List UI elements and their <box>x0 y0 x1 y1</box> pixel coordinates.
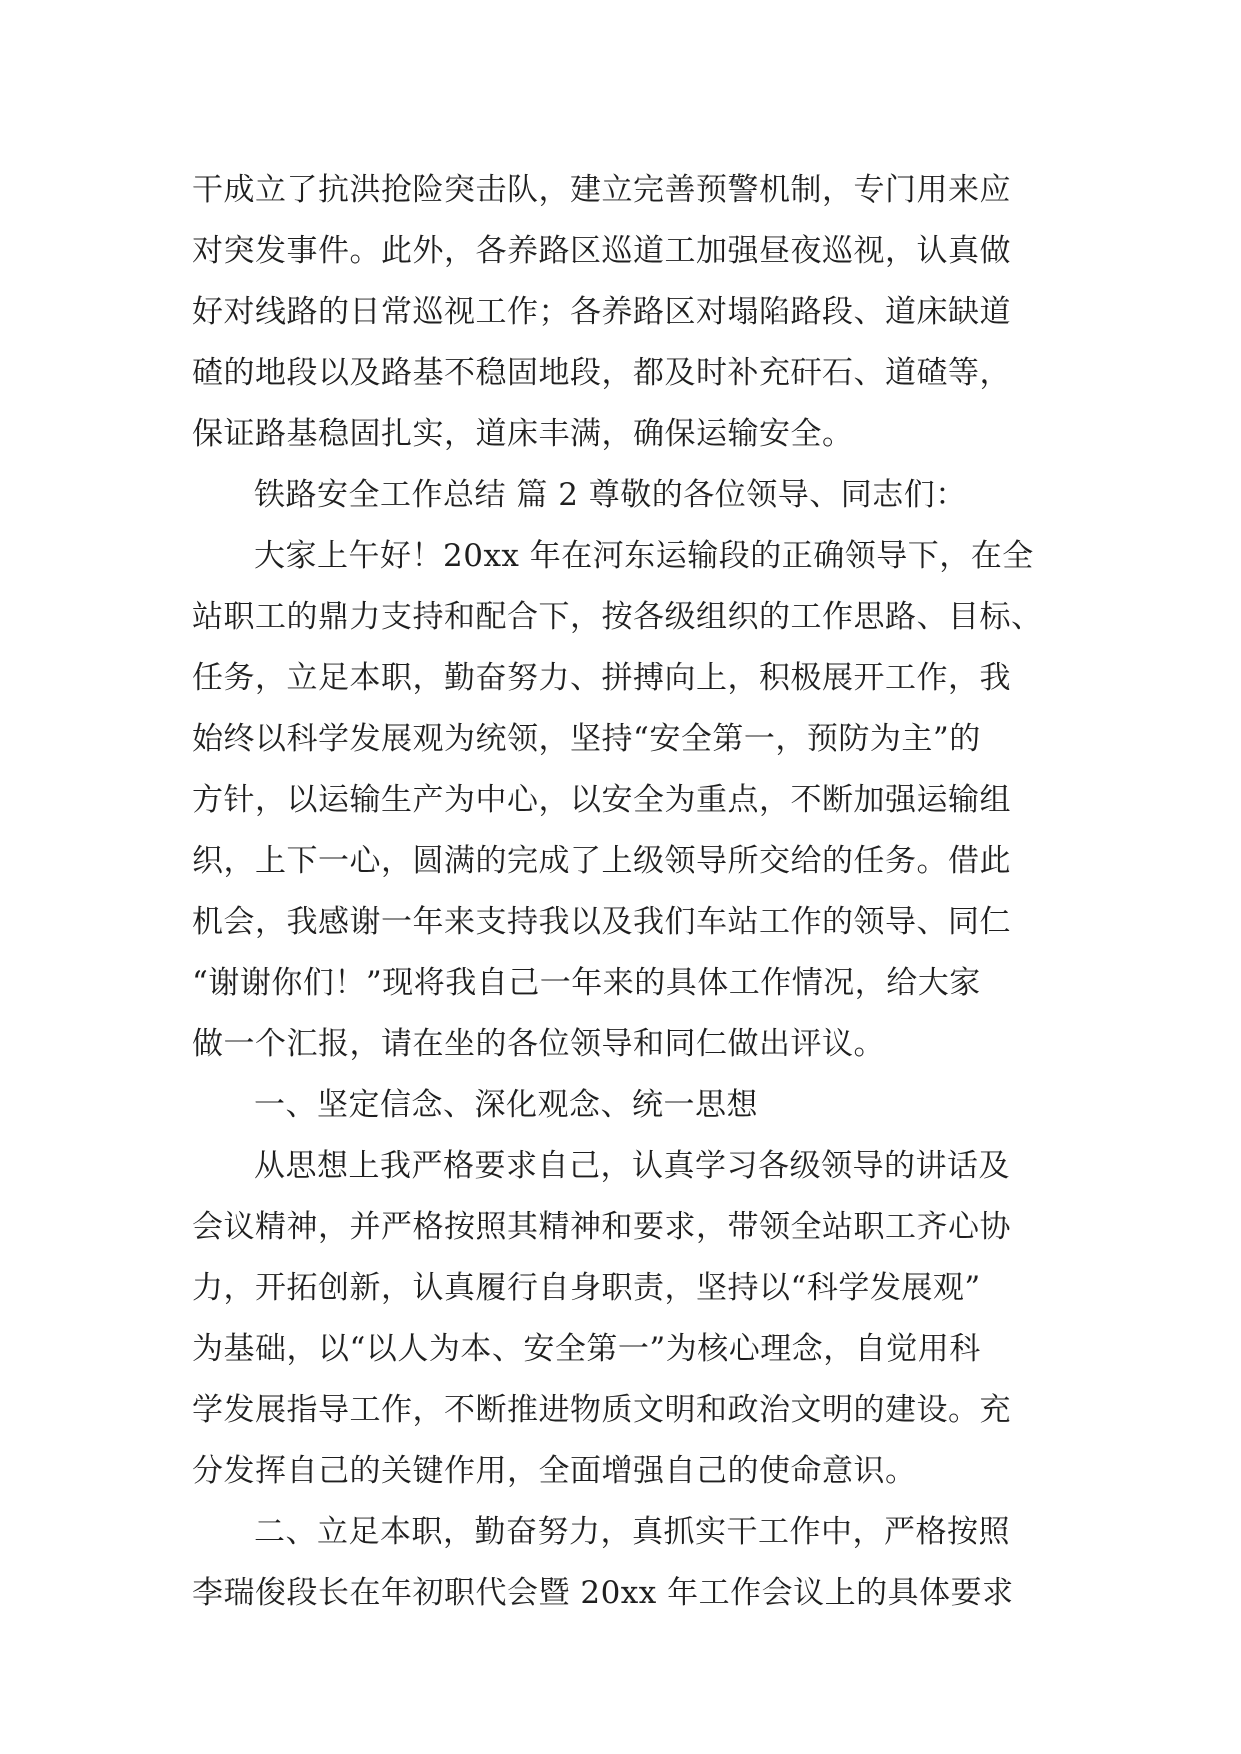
text-line: 碴的地段以及路基不稳固地段，都及时补充矸石、道碴等， <box>192 355 1011 391</box>
text-line: 李瑞俊段长在年初职代会暨 20xx 年工作会议上的具体要求 <box>192 1575 1014 1611</box>
text-line: 会议精神，并严格按照其精神和要求，带领全站职工齐心协 <box>192 1209 1011 1245</box>
text-line: “谢谢你们！”现将我自己一年来的具体工作情况，给大家 <box>192 965 981 1001</box>
text-line: 大家上午好！20xx 年在河东运输段的正确领导下，在全 <box>254 538 1034 574</box>
section-heading: 一、坚定信念、深化观念、统一思想 <box>254 1087 758 1123</box>
text-line: 方针，以运输生产为中心，以安全为重点，不断加强运输组 <box>192 782 1011 818</box>
text-line: 力，开拓创新，认真履行自身职责，坚持以“科学发展观” <box>192 1270 981 1306</box>
text-line: 做一个汇报，请在坐的各位领导和同仁做出评议。 <box>192 1026 885 1062</box>
section-heading: 铁路安全工作总结 篇 2 尊敬的各位领导、同志们： <box>254 477 967 513</box>
text-line: 站职工的鼎力支持和配合下，按各级组织的工作思路、目标、 <box>192 599 1043 635</box>
text-line: 从思想上我严格要求自己，认真学习各级领导的讲话及 <box>254 1148 1010 1184</box>
text-line: 分发挥自己的关键作用，全面增强自己的使命意识。 <box>192 1453 917 1489</box>
text-line: 干成立了抗洪抢险突击队，建立完善预警机制，专门用来应 <box>192 172 1011 208</box>
text-line: 保证路基稳固扎实，道床丰满，确保运输安全。 <box>192 416 854 452</box>
text-line: 始终以科学发展观为统领，坚持“安全第一，预防为主”的 <box>192 721 981 757</box>
section-heading: 二、立足本职，勤奋努力，真抓实干工作中，严格按照 <box>254 1514 1010 1550</box>
text-line: 织，上下一心，圆满的完成了上级领导所交给的任务。借此 <box>192 843 1011 879</box>
text-line: 任务，立足本职，勤奋努力、拼搏向上，积极展开工作，我 <box>192 660 1011 696</box>
text-line: 为基础，以“以人为本、安全第一”为核心理念，自觉用科 <box>192 1331 981 1367</box>
document-body <box>192 160 1082 1624</box>
text-line: 对突发事件。此外，各养路区巡道工加强昼夜巡视，认真做 <box>192 233 1011 269</box>
text-line: 学发展指导工作，不断推进物质文明和政治文明的建设。充 <box>192 1392 1011 1428</box>
text-line: 机会，我感谢一年来支持我以及我们车站工作的领导、同仁 <box>192 904 1011 940</box>
text-line: 好对线路的日常巡视工作；各养路区对塌陷路段、道床缺道 <box>192 294 1011 330</box>
